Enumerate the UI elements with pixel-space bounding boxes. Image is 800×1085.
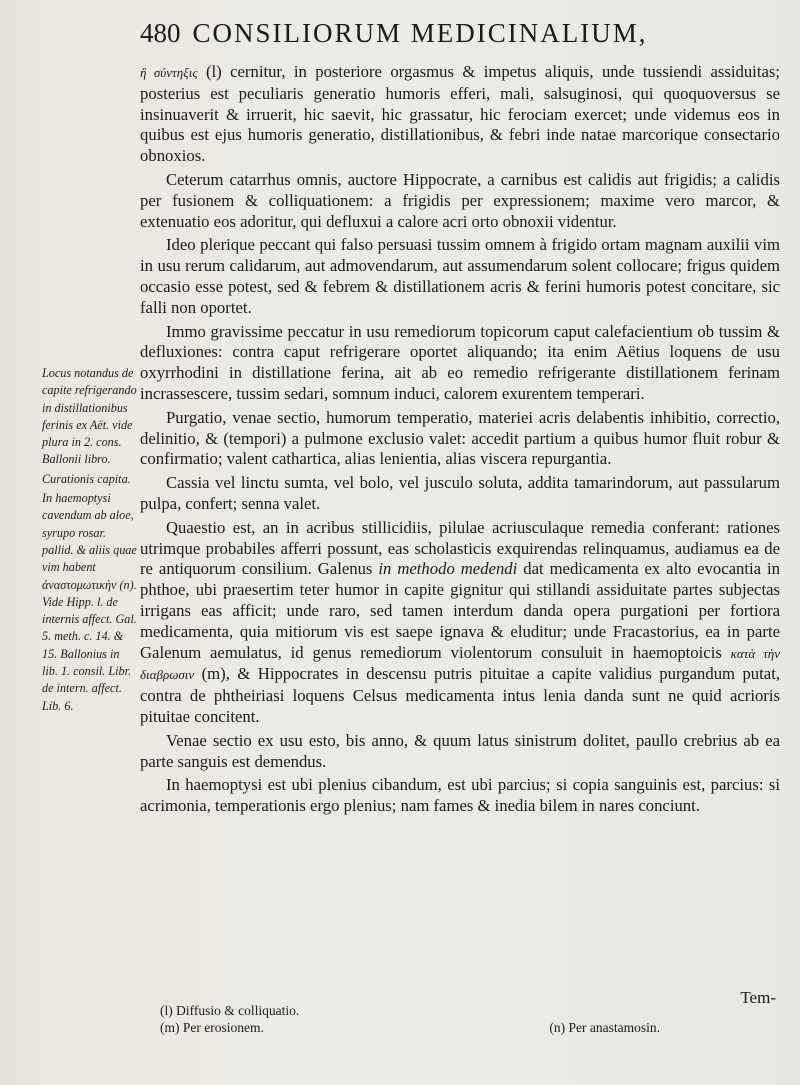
footnotes — [160, 1002, 660, 1036]
running-title: CONSILIORUM MEDICINALIUM, — [192, 18, 648, 48]
footnote-n: (n) Per anastamosin. — [549, 1020, 660, 1035]
paragraph-7 — [140, 518, 780, 728]
margin-note-greek: ἀναστομωτικὴν — [42, 577, 117, 592]
paragraph-7-part-c: (m), & Hippocrates in descensu putris pituitae a capite validius purgandum putat, contra de phtheiriasi loquens Celsus medicamenta intus lenia danda sunt ne quid acrioris pituitae concitent. — [140, 664, 781, 726]
footnote-row-2 — [160, 1019, 660, 1036]
paragraph-1-text: (l) cernitur, in posteriore orgasmus & impetus aliquis, unde tussiendi assiduitas; posterius est peculiaris generatio humoris efferi, mali, salsuginosi, qui quoquoversus se insinuaverit & irruerit, hic saevit, hic grassatur, hic ferociam exercet; unde videmus eos in quibus est ejus humoris generatio, distillationibus, & febri inde natae marcorique consectario obnoxios. — [140, 62, 780, 166]
book-title-italic: in methodo medendi — [378, 559, 518, 579]
paragraph-7-part-b: dat medicamenta ex alto evocantia in phthoe, ubi praesertim teter humor in capite gignitur qui stillandi assiduitate partes subjectas irrigans eas afficit; unde raro, sed tamen interdum danda opera purgationi per fortiora medicamenta, quia mitiorum vis est saepe ignava & eluditur; unde Fracastorius, ea in parte Galenum aemulatus, id genus remediorum violentorum consuluit in haemoptoicis — [140, 559, 781, 662]
greek-term: ἢ σύντηξις — [140, 65, 198, 80]
paragraph-5: Purgatio, venae sectio, humorum temperatio, materiei acris delabentis inhibitio, correctio, delinitio, & (tempori) a pulmone exclusio valet: accedit partium a quibus humor fluit robur & confirmatio; valent cathartica, alias lenientia, alias viscera repurgantia. — [140, 407, 780, 469]
margin-note-2: Curationis capita. — [42, 471, 131, 486]
margin-note-1: Locus notandus de capite refrigerando in distillationibus ferinis ex Aët. vide plura in 2. cons. Ballonii libro. — [42, 366, 137, 467]
paragraph-7-part-a: Quaestio est, an in acribus stillicidiis, pilulae acriusculaque remedia conferant: rationes utrimque probabiles afferri possunt, eas scholasticis exquirendas relinquamus, audiamus ea de re antiquorum consilium. Galenus — [140, 517, 780, 579]
paragraph-6: Cassia vel linctu sumta, vel bolo, vel jusculo soluta, addita tamarindorum, aut passularum pulpa, confert; senna valet. — [140, 473, 780, 513]
greek-phrase: κατὰ τὴν διαβρωσιν — [140, 645, 780, 683]
paragraph-3: Ideo plerique peccant qui falso persuasi tussim omnem à frigido ortam magnam auxilii vim in usu rerum calidarum, aut admovendarum, aut assumendarum solent collocare; frigus quidem occasio esse potest, sed & febrem & distillationem acris & ferini humoris potest concitare, sic falli non oportet. — [140, 235, 780, 317]
page-header — [140, 18, 780, 58]
margin-note-3 — [42, 490, 138, 715]
marginal-notes — [42, 365, 138, 717]
footnote-row-1 — [160, 1002, 660, 1019]
catchword: Tem- — [740, 988, 776, 1007]
paragraph-1 — [140, 62, 780, 167]
paragraph-4: Immo gravissime peccatur in usu remediorum topicorum caput calefacientium ob tussim & defluxiones: contra caput refrigerare oportet aliquando; ita enim Aëtius loquens de usu oxyrrhodini in distillatione ferina, ait ab eo remedio refrigerante distillationem ferinam incrassescere, tussim sedari, somnum induci, calorem exurentem temperari. — [140, 321, 780, 403]
page-number: 480 — [140, 18, 181, 48]
footnote-m: (m) Per erosionem. — [160, 1020, 264, 1035]
paragraph-2: Ceterum catarrhus omnis, auctore Hippocrate, a carnibus est calidis aut frigidis; a calidis per fusionem & colliquationem: a frigidis per expressionem; maxime vero marcor, & extenuatio eos adoritur, qui defluxui a calore acri orto obnoxii videntur. — [140, 169, 780, 231]
margin-note-3-part-a: In haemoptysi cavendum ab aloe, syrupo rosar. pallid. & aliis quae vim habent — [42, 491, 137, 575]
margin-note-3-part-b: (n). Vide Hipp. l. de internis affect. Gal. 5. meth. c. 14. & 15. Ballonius in lib. 1. consil. Libr. de intern. affect. Lib. 6. — [42, 577, 137, 713]
paragraph-8: Venae sectio ex usu esto, bis anno, & quum latus sinistrum dolitet, paullo crebrius ab ea parte sanguis est demendus. — [140, 730, 780, 771]
main-text — [140, 62, 780, 820]
paragraph-9: In haemoptysi est ubi plenius cibandum, est ubi parcius; si copia sanguinis est, parcius: si acrimonia, temperationis ergo plenius; nam fames & inedia bilem in nares conciunt. — [140, 775, 780, 816]
footnote-l: (l) Diffusio & colliquatio. — [160, 1003, 300, 1018]
